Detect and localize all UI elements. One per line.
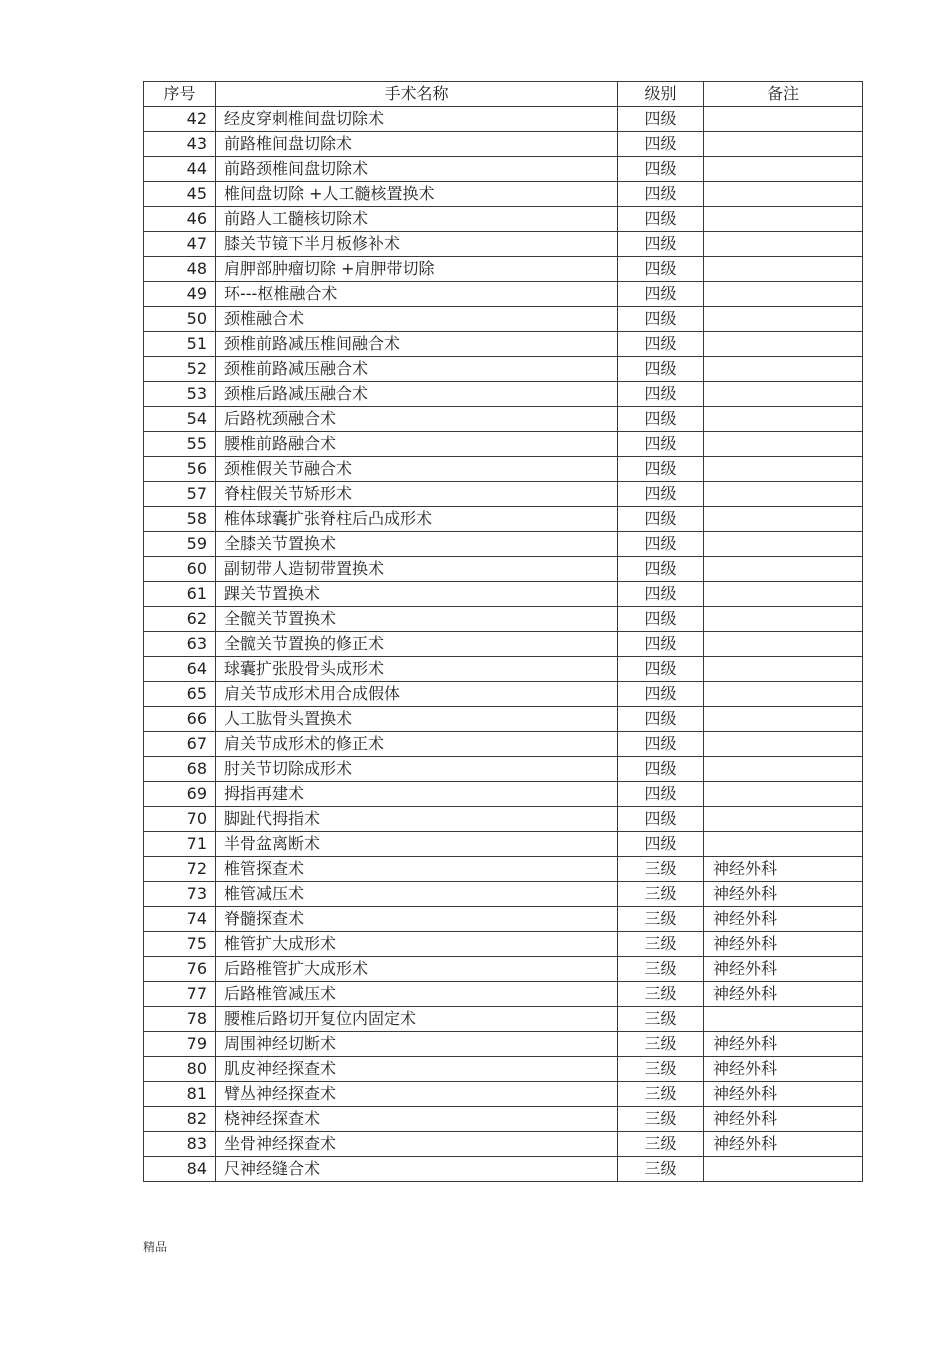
row-level: 三级 xyxy=(618,1057,704,1082)
row-level: 四级 xyxy=(618,507,704,532)
table-row xyxy=(144,857,863,882)
table-row xyxy=(144,482,863,507)
row-surgery-name: 椎间盘切除 +人工髓核置换术 xyxy=(216,182,618,207)
table-row xyxy=(144,382,863,407)
row-index: 57 xyxy=(144,482,216,507)
row-level: 四级 xyxy=(618,657,704,682)
row-surgery-name: 肩胛部肿瘤切除 +肩胛带切除 xyxy=(216,257,618,282)
row-note: 神经外科 xyxy=(704,957,863,982)
row-note xyxy=(704,257,863,282)
row-index: 76 xyxy=(144,957,216,982)
row-surgery-name: 椎管减压术 xyxy=(216,882,618,907)
row-note xyxy=(704,482,863,507)
row-note: 神经外科 xyxy=(704,882,863,907)
row-level: 三级 xyxy=(618,907,704,932)
row-level: 三级 xyxy=(618,957,704,982)
row-index: 51 xyxy=(144,332,216,357)
row-note xyxy=(704,1157,863,1182)
row-level: 四级 xyxy=(618,532,704,557)
row-surgery-name: 副韧带人造韧带置换术 xyxy=(216,557,618,582)
table-row xyxy=(144,157,863,182)
row-note xyxy=(704,732,863,757)
footer-text: 精品 xyxy=(143,1240,168,1254)
row-surgery-name: 人工肱骨头置换术 xyxy=(216,707,618,732)
table-row xyxy=(144,982,863,1007)
table-row xyxy=(144,1082,863,1107)
row-level: 四级 xyxy=(618,482,704,507)
row-note xyxy=(704,707,863,732)
row-level: 三级 xyxy=(618,1082,704,1107)
row-index: 84 xyxy=(144,1157,216,1182)
row-note: 神经外科 xyxy=(704,1082,863,1107)
row-note: 神经外科 xyxy=(704,932,863,957)
row-level: 四级 xyxy=(618,282,704,307)
row-index: 83 xyxy=(144,1132,216,1157)
row-index: 81 xyxy=(144,1082,216,1107)
row-note xyxy=(704,632,863,657)
row-note xyxy=(704,782,863,807)
row-surgery-name: 膝关节镜下半月板修补术 xyxy=(216,232,618,257)
row-level: 三级 xyxy=(618,982,704,1007)
table-row xyxy=(144,1157,863,1182)
row-surgery-name: 周围神经切断术 xyxy=(216,1032,618,1057)
row-note: 神经外科 xyxy=(704,1107,863,1132)
row-surgery-name: 腰椎后路切开复位内固定术 xyxy=(216,1007,618,1032)
row-note: 神经外科 xyxy=(704,907,863,932)
row-note: 神经外科 xyxy=(704,1032,863,1057)
row-note xyxy=(704,607,863,632)
row-level: 四级 xyxy=(618,832,704,857)
row-surgery-name: 颈椎前路减压椎间融合术 xyxy=(216,332,618,357)
row-surgery-name: 后路枕颈融合术 xyxy=(216,407,618,432)
header-name: 手术名称 xyxy=(216,82,618,107)
row-level: 四级 xyxy=(618,107,704,132)
table-row xyxy=(144,307,863,332)
header-level: 级别 xyxy=(618,82,704,107)
table-row xyxy=(144,1132,863,1157)
row-index: 70 xyxy=(144,807,216,832)
row-surgery-name: 桡神经探查术 xyxy=(216,1107,618,1132)
row-note xyxy=(704,132,863,157)
row-note xyxy=(704,157,863,182)
row-surgery-name: 腰椎前路融合术 xyxy=(216,432,618,457)
row-note xyxy=(704,207,863,232)
row-level: 四级 xyxy=(618,382,704,407)
row-note xyxy=(704,232,863,257)
row-note xyxy=(704,357,863,382)
row-surgery-name: 肩关节成形术的修正术 xyxy=(216,732,618,757)
row-level: 四级 xyxy=(618,182,704,207)
table-row xyxy=(144,657,863,682)
row-level: 四级 xyxy=(618,207,704,232)
row-level: 四级 xyxy=(618,307,704,332)
row-index: 42 xyxy=(144,107,216,132)
row-surgery-name: 肌皮神经探查术 xyxy=(216,1057,618,1082)
row-level: 四级 xyxy=(618,732,704,757)
row-level: 四级 xyxy=(618,582,704,607)
row-index: 49 xyxy=(144,282,216,307)
row-index: 53 xyxy=(144,382,216,407)
row-index: 77 xyxy=(144,982,216,1007)
row-note xyxy=(704,407,863,432)
row-note xyxy=(704,432,863,457)
table-row xyxy=(144,957,863,982)
row-level: 三级 xyxy=(618,1007,704,1032)
row-surgery-name: 椎管扩大成形术 xyxy=(216,932,618,957)
row-note: 神经外科 xyxy=(704,857,863,882)
table-row xyxy=(144,1032,863,1057)
row-note xyxy=(704,807,863,832)
row-level: 四级 xyxy=(618,707,704,732)
row-surgery-name: 全髋关节置换术 xyxy=(216,607,618,632)
row-surgery-name: 球囊扩张股骨头成形术 xyxy=(216,657,618,682)
row-index: 58 xyxy=(144,507,216,532)
row-index: 69 xyxy=(144,782,216,807)
row-index: 47 xyxy=(144,232,216,257)
table-body xyxy=(144,107,863,1182)
row-note xyxy=(704,332,863,357)
row-level: 三级 xyxy=(618,1157,704,1182)
row-index: 68 xyxy=(144,757,216,782)
row-index: 63 xyxy=(144,632,216,657)
row-index: 62 xyxy=(144,607,216,632)
row-level: 三级 xyxy=(618,1132,704,1157)
row-index: 61 xyxy=(144,582,216,607)
table-row xyxy=(144,732,863,757)
row-level: 四级 xyxy=(618,557,704,582)
row-level: 四级 xyxy=(618,782,704,807)
row-index: 82 xyxy=(144,1107,216,1132)
table-row xyxy=(144,457,863,482)
row-note xyxy=(704,532,863,557)
row-index: 67 xyxy=(144,732,216,757)
row-level: 四级 xyxy=(618,257,704,282)
row-level: 四级 xyxy=(618,357,704,382)
row-level: 四级 xyxy=(618,632,704,657)
row-index: 46 xyxy=(144,207,216,232)
table-row xyxy=(144,207,863,232)
row-index: 48 xyxy=(144,257,216,282)
row-surgery-name: 颈椎前路减压融合术 xyxy=(216,357,618,382)
table-row xyxy=(144,1057,863,1082)
table-row xyxy=(144,182,863,207)
row-level: 四级 xyxy=(618,757,704,782)
table-row xyxy=(144,332,863,357)
row-index: 64 xyxy=(144,657,216,682)
row-index: 59 xyxy=(144,532,216,557)
table-row xyxy=(144,282,863,307)
row-note xyxy=(704,1007,863,1032)
row-level: 四级 xyxy=(618,232,704,257)
row-index: 66 xyxy=(144,707,216,732)
row-surgery-name: 前路颈椎间盘切除术 xyxy=(216,157,618,182)
row-surgery-name: 颈椎假关节融合术 xyxy=(216,457,618,482)
row-surgery-name: 脚趾代拇指术 xyxy=(216,807,618,832)
row-level: 四级 xyxy=(618,432,704,457)
table-row xyxy=(144,607,863,632)
row-index: 80 xyxy=(144,1057,216,1082)
header-index: 序号 xyxy=(144,82,216,107)
row-level: 四级 xyxy=(618,407,704,432)
row-index: 74 xyxy=(144,907,216,932)
header-note: 备注 xyxy=(704,82,863,107)
row-note: 神经外科 xyxy=(704,1132,863,1157)
table-row xyxy=(144,507,863,532)
table-row xyxy=(144,557,863,582)
row-surgery-name: 坐骨神经探查术 xyxy=(216,1132,618,1157)
row-surgery-name: 尺神经缝合术 xyxy=(216,1157,618,1182)
row-index: 71 xyxy=(144,832,216,857)
row-note xyxy=(704,757,863,782)
row-surgery-name: 颈椎融合术 xyxy=(216,307,618,332)
row-surgery-name: 踝关节置换术 xyxy=(216,582,618,607)
row-note xyxy=(704,682,863,707)
row-surgery-name: 经皮穿刺椎间盘切除术 xyxy=(216,107,618,132)
row-index: 56 xyxy=(144,457,216,482)
table-row xyxy=(144,682,863,707)
row-level: 四级 xyxy=(618,132,704,157)
table-row xyxy=(144,407,863,432)
table-header-row xyxy=(144,82,863,107)
row-surgery-name: 肘关节切除成形术 xyxy=(216,757,618,782)
row-surgery-name: 全髋关节置换的修正术 xyxy=(216,632,618,657)
row-level: 四级 xyxy=(618,682,704,707)
row-index: 72 xyxy=(144,857,216,882)
row-level: 三级 xyxy=(618,857,704,882)
row-level: 四级 xyxy=(618,607,704,632)
table-row xyxy=(144,357,863,382)
row-note xyxy=(704,307,863,332)
table-row xyxy=(144,432,863,457)
table-row xyxy=(144,1107,863,1132)
table-row xyxy=(144,232,863,257)
row-surgery-name: 前路椎间盘切除术 xyxy=(216,132,618,157)
row-index: 44 xyxy=(144,157,216,182)
table-row xyxy=(144,932,863,957)
row-index: 75 xyxy=(144,932,216,957)
row-note xyxy=(704,182,863,207)
table-row xyxy=(144,807,863,832)
row-note xyxy=(704,107,863,132)
table-row xyxy=(144,582,863,607)
row-index: 65 xyxy=(144,682,216,707)
row-surgery-name: 半骨盆离断术 xyxy=(216,832,618,857)
row-note xyxy=(704,282,863,307)
row-note xyxy=(704,457,863,482)
table-row xyxy=(144,707,863,732)
table-row xyxy=(144,757,863,782)
row-surgery-name: 后路椎管扩大成形术 xyxy=(216,957,618,982)
row-level: 三级 xyxy=(618,882,704,907)
table-row xyxy=(144,257,863,282)
row-level: 三级 xyxy=(618,1032,704,1057)
row-index: 43 xyxy=(144,132,216,157)
row-surgery-name: 椎管探查术 xyxy=(216,857,618,882)
table-row xyxy=(144,882,863,907)
row-surgery-name: 颈椎后路减压融合术 xyxy=(216,382,618,407)
row-level: 三级 xyxy=(618,1107,704,1132)
row-index: 45 xyxy=(144,182,216,207)
row-surgery-name: 臂丛神经探查术 xyxy=(216,1082,618,1107)
surgery-table xyxy=(143,81,863,1182)
row-note xyxy=(704,382,863,407)
row-note xyxy=(704,557,863,582)
row-note: 神经外科 xyxy=(704,982,863,1007)
row-note: 神经外科 xyxy=(704,1057,863,1082)
row-note xyxy=(704,507,863,532)
table-row xyxy=(144,107,863,132)
row-note xyxy=(704,582,863,607)
row-note xyxy=(704,657,863,682)
row-surgery-name: 前路人工髓核切除术 xyxy=(216,207,618,232)
row-index: 52 xyxy=(144,357,216,382)
row-level: 四级 xyxy=(618,332,704,357)
row-surgery-name: 脊柱假关节矫形术 xyxy=(216,482,618,507)
row-index: 73 xyxy=(144,882,216,907)
row-surgery-name: 拇指再建术 xyxy=(216,782,618,807)
row-surgery-name: 后路椎管减压术 xyxy=(216,982,618,1007)
table-row xyxy=(144,832,863,857)
row-index: 50 xyxy=(144,307,216,332)
row-level: 四级 xyxy=(618,457,704,482)
row-index: 60 xyxy=(144,557,216,582)
row-surgery-name: 全膝关节置换术 xyxy=(216,532,618,557)
row-surgery-name: 肩关节成形术用合成假体 xyxy=(216,682,618,707)
row-level: 四级 xyxy=(618,157,704,182)
row-note xyxy=(704,832,863,857)
row-index: 78 xyxy=(144,1007,216,1032)
row-index: 79 xyxy=(144,1032,216,1057)
table-row xyxy=(144,532,863,557)
row-surgery-name: 脊髓探查术 xyxy=(216,907,618,932)
row-level: 三级 xyxy=(618,932,704,957)
row-surgery-name: 环---枢椎融合术 xyxy=(216,282,618,307)
table-row xyxy=(144,632,863,657)
row-surgery-name: 椎体球囊扩张脊柱后凸成形术 xyxy=(216,507,618,532)
row-index: 54 xyxy=(144,407,216,432)
row-level: 四级 xyxy=(618,807,704,832)
table-row xyxy=(144,132,863,157)
table-row xyxy=(144,782,863,807)
row-index: 55 xyxy=(144,432,216,457)
table-row xyxy=(144,1007,863,1032)
table-row xyxy=(144,907,863,932)
